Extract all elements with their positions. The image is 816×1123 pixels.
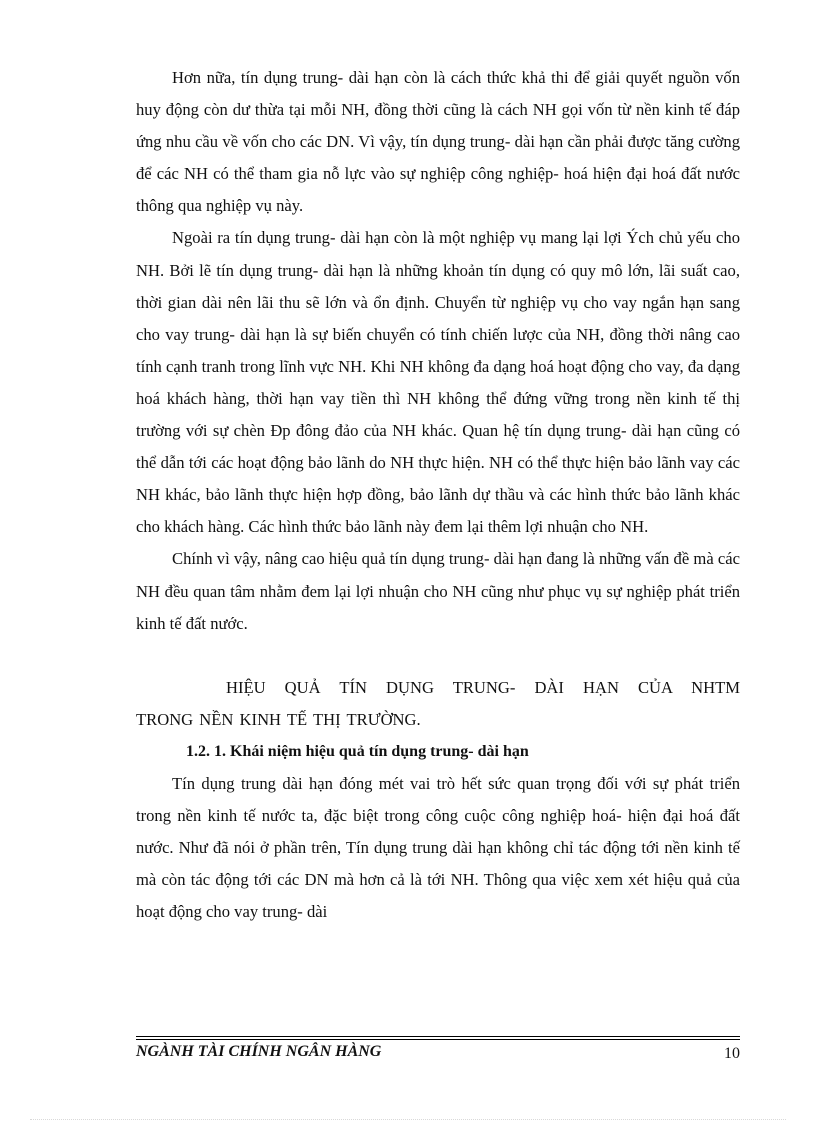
footer-rule-top xyxy=(136,1036,740,1037)
page-number: 10 xyxy=(724,1045,740,1062)
document-body xyxy=(136,62,740,928)
paragraph-1: Hơn nữa, tín dụng trung- dài hạn còn là cách thức khả thi để giải quyết nguồn vốn huy động còn dư thừa tại mỗi NH, đồng thời cũng là cách NH gọi vốn từ nền kinh tế đáp ứng nhu cầu về vốn cho các DN. Vì vậy, tín dụng trung- dài hạn cần phải được tăng cường để các NH có thể tham gia nỗ lực vào sự nghiệp công nghiệp- hoá hiện đại hoá đất nước thông qua nghiệp vụ này. xyxy=(136,68,740,216)
section-title xyxy=(136,672,740,736)
subsection-heading: 1.2. 1. Khái niệm hiệu quả tín dụng trung- dài hạn xyxy=(186,742,529,760)
section-title-line-2: TRONG NỀN KINH TẾ THỊ TRƯỜNG. xyxy=(136,709,421,729)
paragraph-3: Chính vì vậy, nâng cao hiệu quả tín dụng trung- dài hạn đang là những vấn đề mà các NH đều quan tâm nhằm đem lại lợi nhuận cho NH cũng như phục vụ sự nghiệp phát triển kinh tế đất nước. xyxy=(136,549,740,633)
page-edge-divider xyxy=(30,1119,786,1120)
paragraph-4: Tín dụng trung dài hạn đóng mét vai trò hết sức quan trọng đối với sự phát triển trong nền kinh tế nước ta, đặc biệt trong công cuộc công nghiệp hoá- hiện đại hoá đất nước. Như đã nói ở phần trên, Tín dụng trung dài hạn không chỉ tác động tới nền kinh tế mà còn tác động tới các DN mà hơn cả là tới NH. Thông qua việc xem xét hiệu quả của hoạt động cho vay trung- dài xyxy=(136,773,740,922)
paragraph-2: Ngoài ra tín dụng trung- dài hạn còn là một nghiệp vụ mang lại lợi Ých chủ yếu cho NH. Bởi lẽ tín dụng trung- dài hạn là những khoản tín dụng có quy mô lớn, lãi suất cao, thời gian dài nên lãi thu sẽ lớn và ổn định. Chuyển từ nghiệp vụ cho vay ngắn hạn sang cho vay trung- dài hạn là sự biến chuyển có tính chiến lược của NH, đồng thời nâng cao tính cạnh tranh trong lĩnh vực NH. Khi NH không đa dạng hoá hoạt động cho vay, đa dạng hoá khách hàng, thời hạn vay tiền thì NH không thể đứng vững trong nền kinh tế thị trường với sự chèn Ðp đông đảo của NH khác. Quan hệ tín dụng trung- dài hạn cũng có thể dẫn tới các hoạt động bảo lãnh do NH thực hiện. NH có thể thực hiện bảo lãnh vay các NH khác, bảo lãnh thực hiện hợp đồng, bảo lãnh dự thầu và các hình thức bảo lãnh khác cho khách hàng. Các hình thức bảo lãnh này đem lại thêm lợi nhuận cho NH. xyxy=(136,228,740,537)
footer-rule-bottom xyxy=(136,1039,740,1040)
footer-department: NGÀNH TÀI CHÍNH NGÂN HÀNG xyxy=(136,1043,382,1060)
section-title-line-1: HIỆU QUẢ TÍN DỤNG TRUNG- DÀI HẠN CỦA NHTM xyxy=(226,677,740,697)
